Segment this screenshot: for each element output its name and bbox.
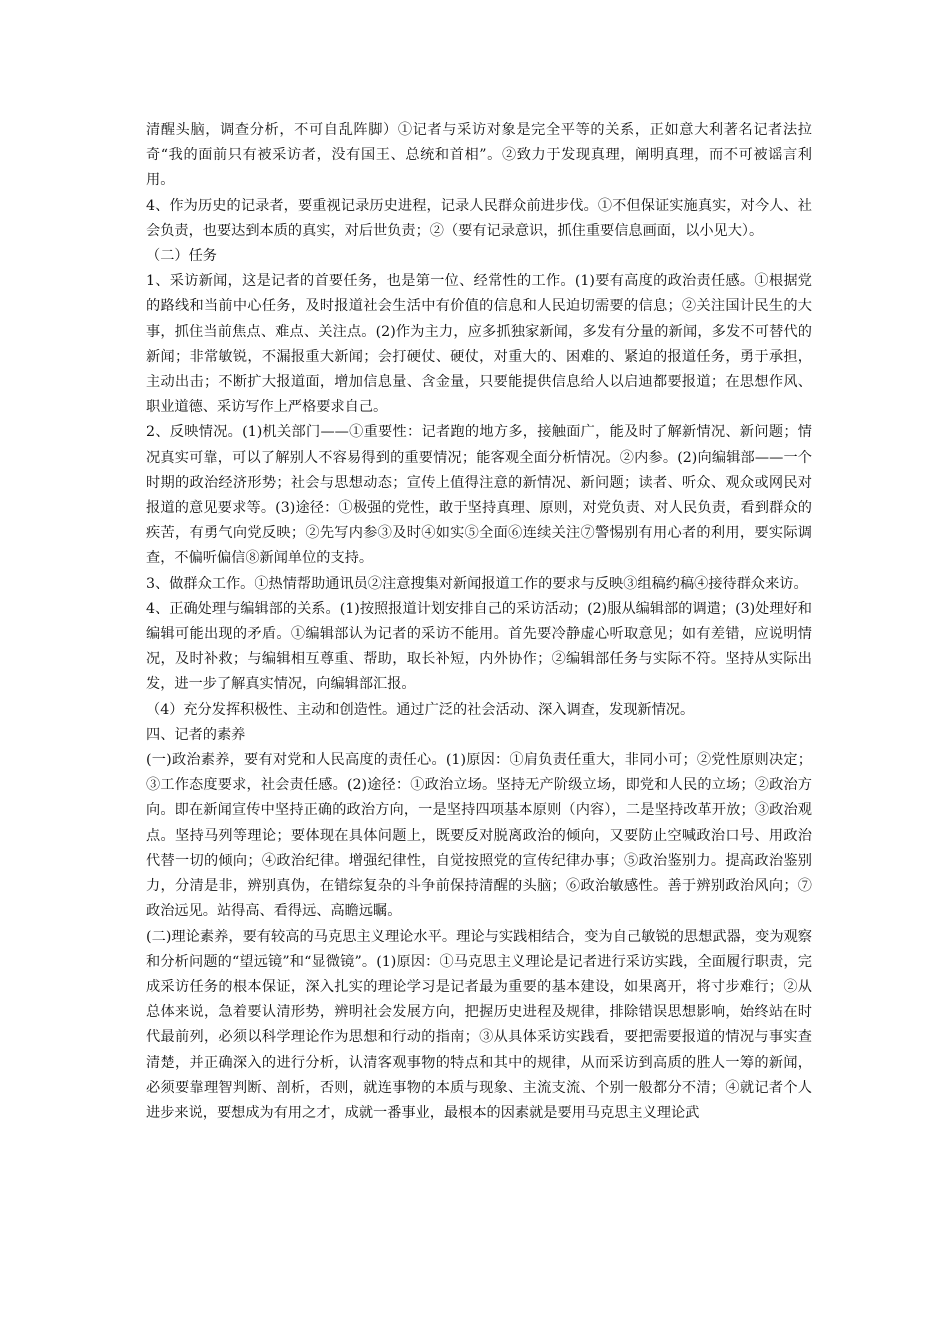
paragraph-mass-work: 3、做群众工作。①热情帮助通讯员②注意搜集对新闻报道工作的要求与反映③组稿约稿④接待群众来访。 (146, 575, 808, 592)
paragraph-political-quality: (一)政治素养，要有对党和人民高度的责任心。(1)原因：①肩负责任重大，非同小可；②党性原则决定；③工作态度要求，社会责任感。(2)途径：①政治立场。坚持无产阶级立场，即党和人民的立场；②政治方向。即在新闻宣传中坚持正确的政治方向，一是坚持四项基本原则（内容），二是坚持改革开放；③政治观点。坚持马列等理论；要体现在具体问题上，既要反对脱离政治的倾向，又要防止空喊政治口号、用政治代替一切的倾向；④政治纪律。增强纪律性，自觉按照党的宣传纪律办事；⑤政治鉴别力。提高政治鉴别力，分清是非，辨别真伪，在错综复杂的斗争前保持清醒的头脑；⑥政治敏感性。善于辨别政治风向；⑦政治远见。站得高、看得远、高瞻远瞩。 (146, 752, 812, 920)
paragraph-news-gathering: 1、采访新闻，这是记者的首要任务，也是第一位、经常性的工作。(1)要有高度的政治责任感。①根据党的路线和当前中心任务，及时报道社会生活中有价值的信息和人民迫切需要的信息；②关注国计民生的大事，抓住当前焦点、难点、关注点。(2)作为主力，应多抓独家新闻，多发有分量的新闻，多发不可替代的新闻；非常敏锐，不漏报重大新闻；会打硬仗、硬仗，对重大的、困难的、紧迫的报道任务，勇于承担，主动出击；不断扩大报道面，增加信息量、含金量，只要能提供信息给人以启迪都要报道；在思想作风、职业道德、采访写作上严格要求自己。 (146, 273, 812, 416)
paragraph-history-recorder: 4、作为历史的记录者，要重视记录历史进程，记录人民群众前进步伐。①不但保证实施真实，对今人、社会负责，也要达到本质的真实，对后世负责；②（要有记录意识，抓住重要信息画面，以小见大）。 (146, 197, 812, 239)
paragraph-theoretical-quality: (二)理论素养，要有较高的马克思主义理论水平。理论与实践相结合，变为自己敏锐的思想武器，变为观察和分析问题的“望远镜”和“显微镜”。(1)原因：①马克思主义理论是记者进行采访实践，全面履行职责，完成采访任务的根本保证，深入扎实的理论学习是记者最为重要的基本建设，如果离开，将寸步难行；②从总体来说，急着要认清形势，辨明社会发展方向，把握历史进程及规律，排除错误思想影响，始终站在时代最前列，必须以科学理论作为思想和行动的指南；③从具体采访实践看，要把需要报道的情况与事实查清楚，并正确深入的进行分析，认清客观事物的特点和其中的规律，从而采访到高质的胜人一筹的新闻，必须要靠理智判断、剖析，否则，就连事物的本质与现象、主流支流、个别一般都分不清；④就记者个人进步来说，要想成为有用之才，成就一番事业，最根本的因素就是要用马克思主义理论武 (146, 928, 812, 1121)
paragraph-truth-and-equality: 清醒头脑，调查分析，不可自乱阵脚）①记者与采访对象是完全平等的关系，正如意大利著名记者法拉奇“我的面前只有被采访者，没有国王、总统和首相”。②致力于发现真理，阐明真理，而不可被谣言利用。 (146, 122, 812, 189)
document-page (146, 118, 812, 1126)
paragraph-reporting-situations: 2、反映情况。(1)机关部门——①重要性：记者跑的地方多，接触面广，能及时了解新情况、新问题；情况真实可靠，可以了解别人不容易得到的重要情况；能客观全面分析情况。②内参。(2)向编辑部——一个时期的政治经济形势；社会与思想动态；宣传上值得注意的新情况、新问题；读者、听众、观众或网民对报道的意见要求等。(3)途径：①极强的党性，敢于坚持真理、原则，对党负责、对人民负责，看到群众的疾苦，有勇气向党反映；②先写内参③及时④如实⑤全面⑥连续关注⑦警惕别有用心者的利用，要实际调查，不偏听偏信⑧新闻单位的支持。 (146, 424, 812, 567)
section-heading-qualities: 四、记者的素养 (146, 726, 246, 743)
paragraph-editorial-relations: 4、正确处理与编辑部的关系。(1)按照报道计划安排自己的采访活动；(2)服从编辑部的调遣；(3)处理好和编辑可能出现的矛盾。①编辑部认为记者的采访不能用。首先要冷静虚心听取意见；如有差错，应说明情况，及时补救；与编辑相互尊重、帮助，取长补短，内外协作；②编辑部任务与实际不符。坚持从实际出发，进一步了解真实情况，向编辑部汇报。 (146, 600, 812, 693)
section-heading-tasks: （二）任务 (146, 248, 217, 265)
paragraph-initiative: （4）充分发挥积极性、主动和创造性。通过广泛的社会活动、深入调查，发现新情况。 (146, 701, 695, 718)
